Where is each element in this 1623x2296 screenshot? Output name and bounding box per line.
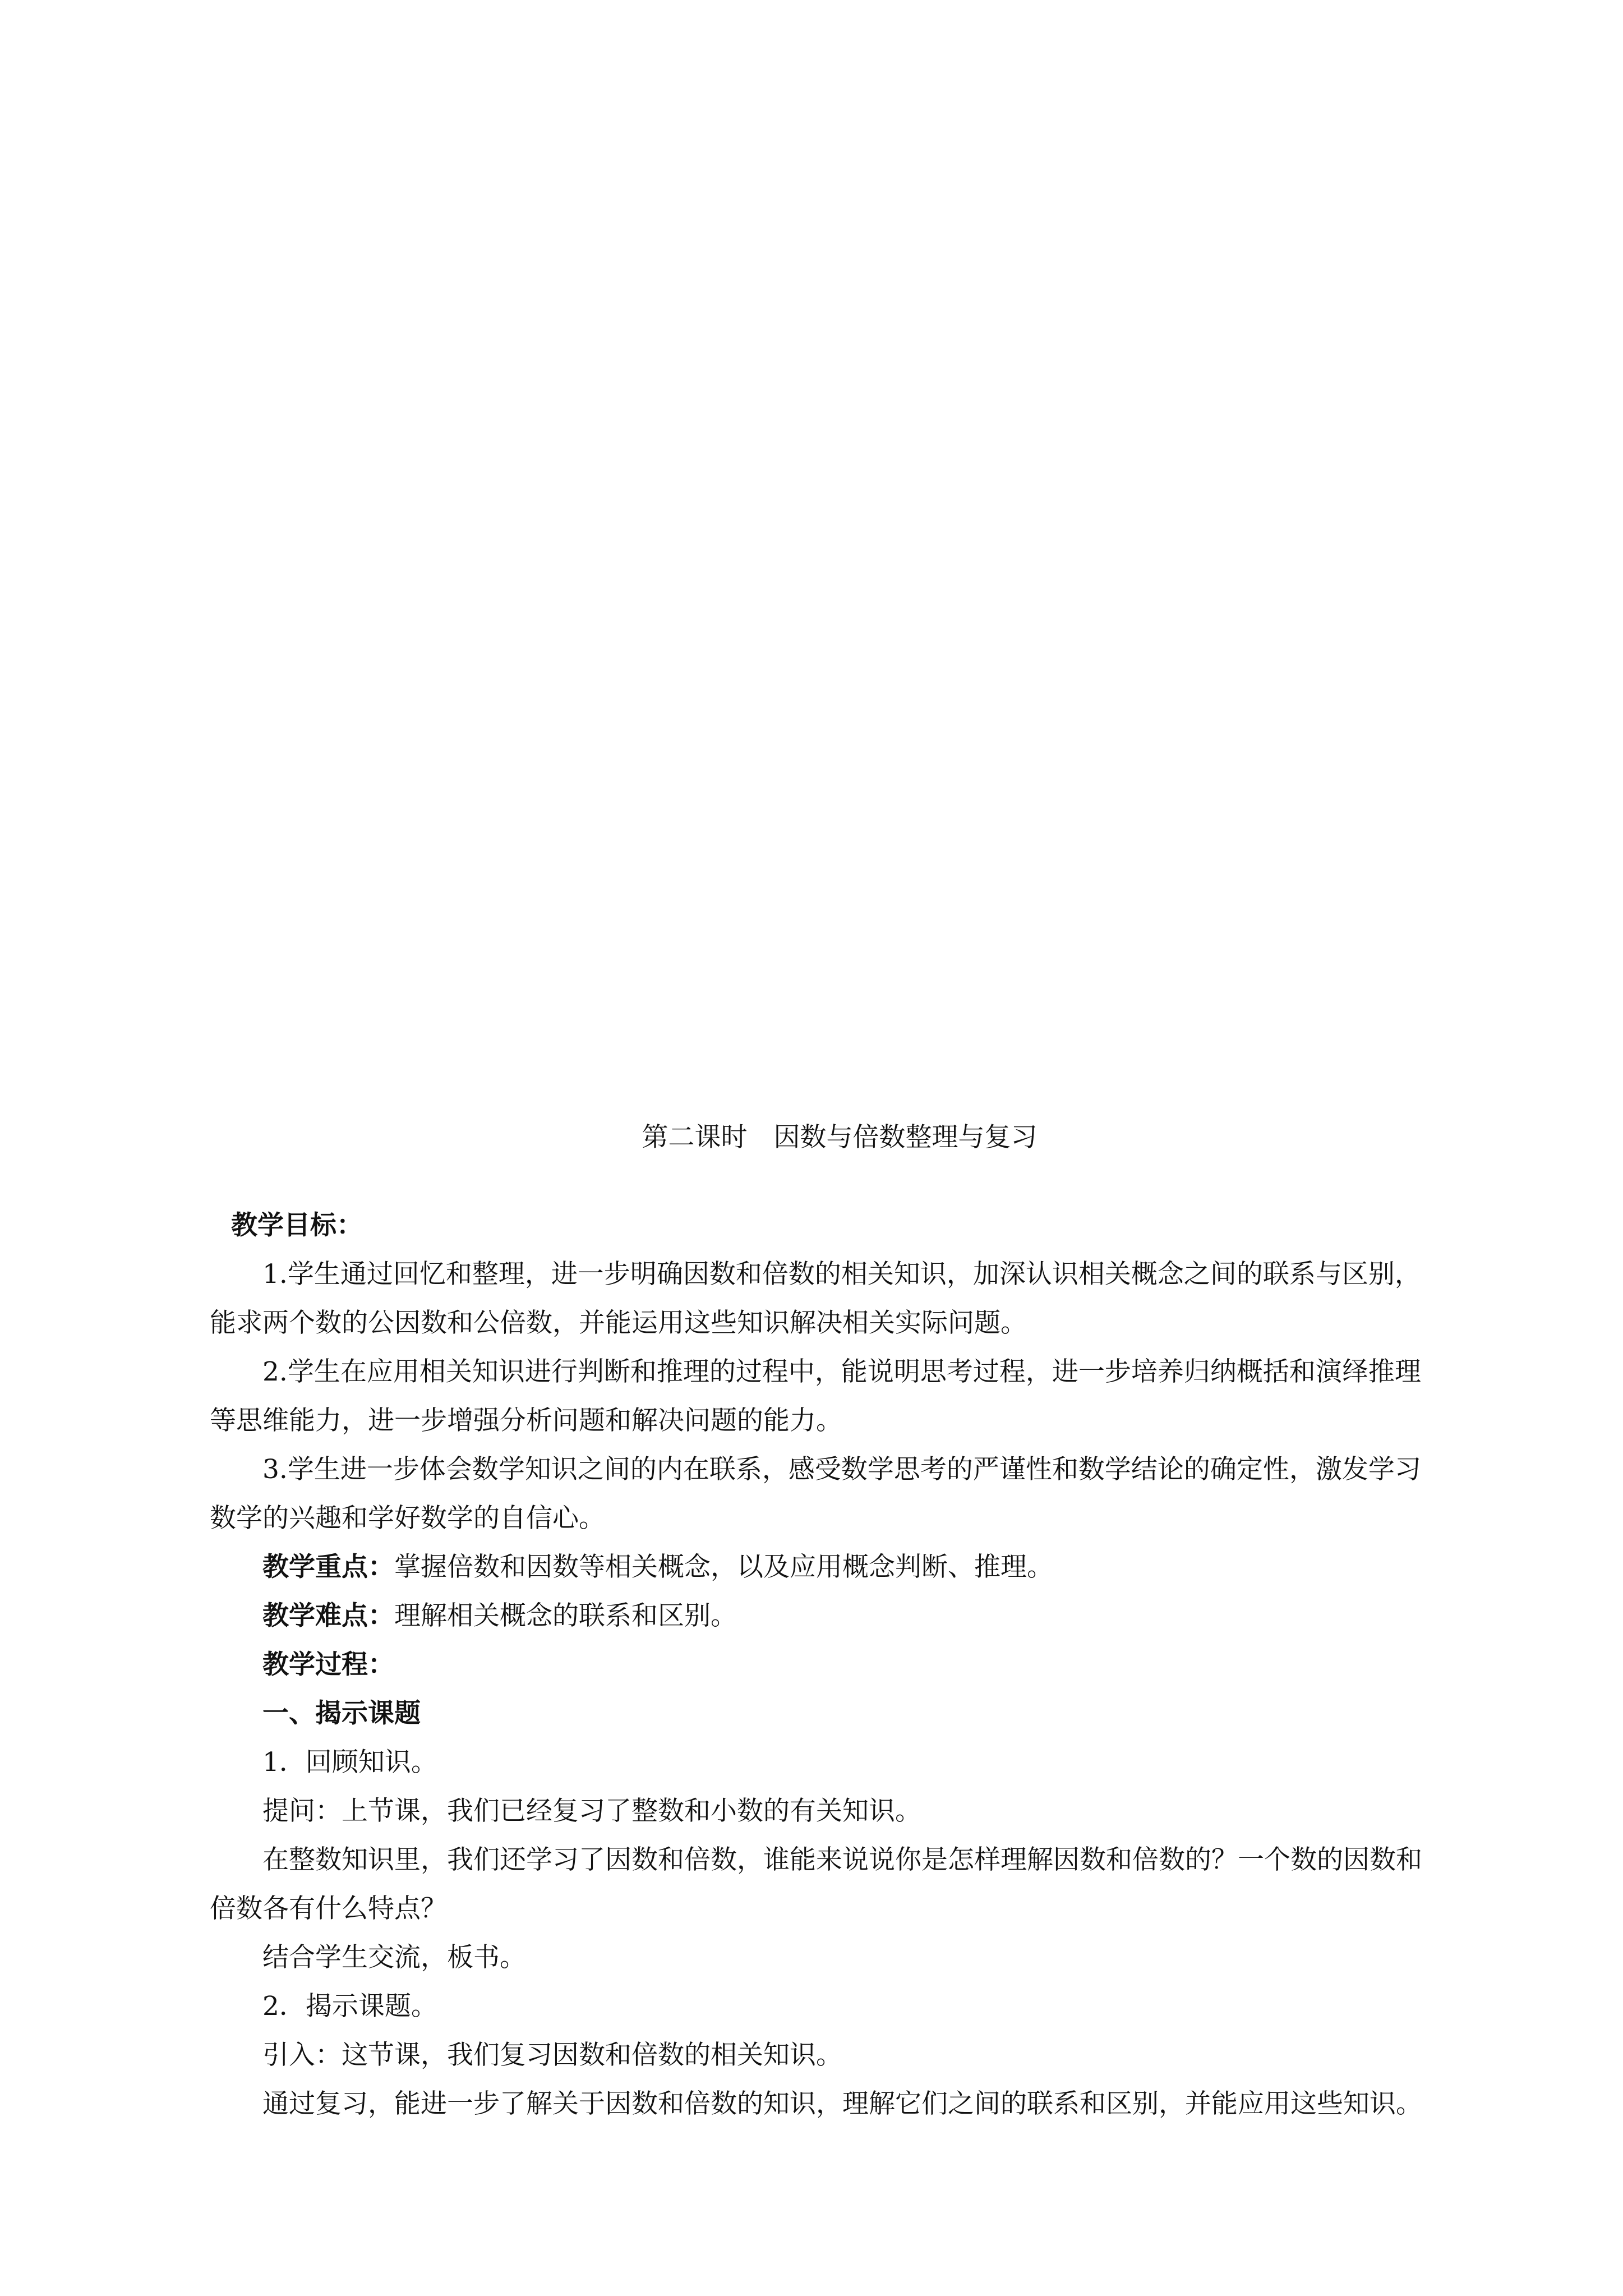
difficulty-paragraph <box>210 1591 1469 1640</box>
board-note: 结合学生交流，板书。 <box>262 1942 526 1973</box>
difficulty-text: 理解相关概念的联系和区别。 <box>394 1600 737 1631</box>
closing: 通过复习，能进一步了解关于因数和倍数的知识，理解它们之间的联系和区别，并能应用这些知识。 <box>262 2088 1422 2119</box>
lesson-content <box>210 1119 1469 2128</box>
objective-2-line-1: 2.学生在应用相关知识进行判断和推理的过程中，能说明思考过程，进一步培养归纳概括和演绎推理 <box>262 1356 1421 1387</box>
key-point-paragraph <box>210 1543 1469 1591</box>
difficulty-label: 教学难点： <box>262 1600 394 1631</box>
question-2-line-2: 倍数各有什么特点？ <box>210 1893 447 1924</box>
intro: 引入：这节课，我们复习因数和倍数的相关知识。 <box>262 2040 842 2070</box>
objectives-heading: 教学目标： <box>231 1210 363 1241</box>
question-2-line-1: 在整数知识里，我们还学习了因数和倍数，谁能来说说你是怎样理解因数和倍数的？一个数的因数和 <box>262 1844 1422 1875</box>
step-2: 2．揭示课题。 <box>262 1991 437 2022</box>
objective-3-line-1: 3.学生进一步体会数学知识之间的内在联系，感受数学思考的严谨性和数学结论的确定性，激发学习 <box>262 1454 1421 1485</box>
section-1-heading: 一、揭示课题 <box>262 1698 421 1729</box>
key-point-label: 教学重点： <box>262 1552 394 1582</box>
objective-3-line-2: 数学的兴趣和学好数学的自信心。 <box>210 1503 605 1534</box>
process-heading: 教学过程： <box>262 1649 394 1680</box>
objective-1-line-2: 能求两个数的公因数和公倍数，并能运用这些知识解决相关实际问题。 <box>210 1308 1027 1338</box>
key-point-text: 掌握倍数和因数等相关概念，以及应用概念判断、推理。 <box>394 1552 1053 1582</box>
objective-2-line-2: 等思维能力，进一步增强分析问题和解决问题的能力。 <box>210 1405 842 1436</box>
objective-1-line-1: 1.学生通过回忆和整理，进一步明确因数和倍数的相关知识，加深认识相关概念之间的联系与区别， <box>262 1259 1421 1290</box>
lesson-title: 第二课时 因数与倍数整理与复习 <box>642 1122 1038 1153</box>
question-1: 提问：上节课，我们已经复习了整数和小数的有关知识。 <box>262 1796 921 1826</box>
step-1: 1．回顾知识。 <box>262 1747 437 1778</box>
